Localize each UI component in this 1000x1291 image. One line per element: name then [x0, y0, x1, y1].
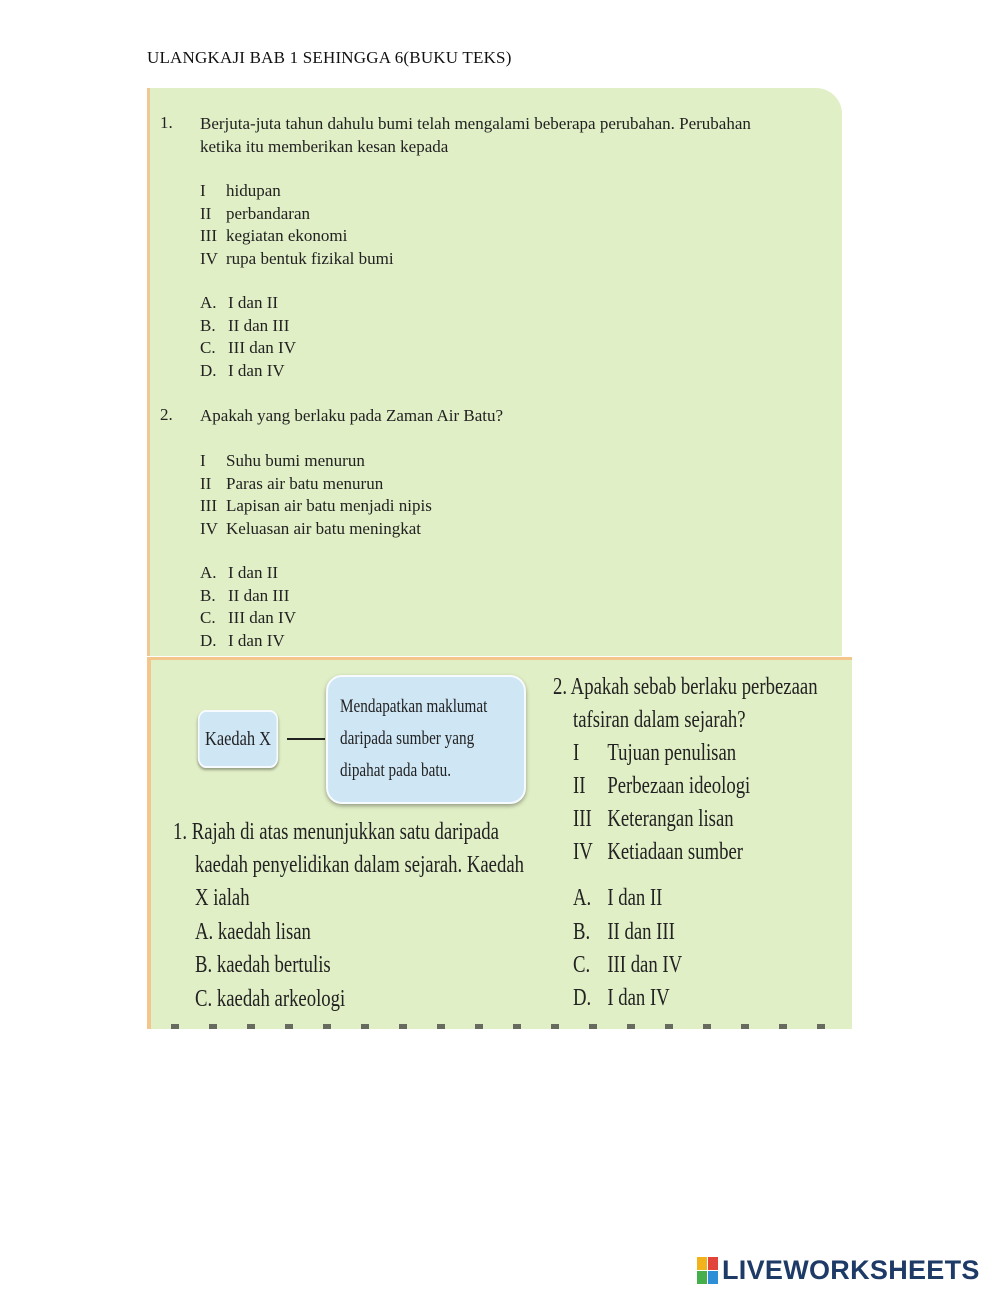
q2-item-1: I Suhu bumi menurun: [200, 451, 365, 470]
q3-option-c[interactable]: C. kaedah arkeologi: [195, 986, 346, 1012]
q1-options: [200, 292, 296, 382]
q4-option-d[interactable]: D. I dan IV: [573, 985, 670, 1011]
q3-stem-line1: 1. Rajah di atas menunjukkan satu daripada: [173, 819, 499, 845]
liveworksheets-logo[interactable]: [697, 1255, 980, 1286]
q1-stem: [200, 113, 751, 158]
q1-item-2: II perbandaran: [200, 203, 311, 223]
q4-option-b[interactable]: B. II dan III: [573, 919, 675, 945]
q2-stem: Apakah yang berlaku pada Zaman Air Batu?: [200, 406, 504, 425]
q3-stem-line3: X ialah: [195, 885, 250, 911]
q2-item-4: IV Keluasan air batu meningkat: [200, 518, 421, 538]
method-description-box: [326, 675, 526, 804]
q3-option-a[interactable]: A. kaedah lisan: [195, 919, 311, 945]
logo-mark-icon: [697, 1257, 719, 1285]
logo-text: LIVEWORKSHEETS: [722, 1255, 980, 1285]
diagram-connector: [287, 738, 325, 740]
desc-line-3: dipahat pada batu.: [340, 760, 452, 781]
q1-items: [200, 180, 394, 270]
q2-option-c[interactable]: C. III dan IV: [200, 608, 296, 627]
q1-stem-line1: Berjuta-juta tahun dahulu bumi telah mengalami beberapa perubahan. Perubahan: [200, 114, 751, 133]
question-panel-1: [147, 88, 842, 656]
q2-option-b[interactable]: B. II dan III: [200, 585, 290, 605]
q4-option-a[interactable]: A. I dan II: [573, 885, 663, 911]
q1-number: 1.: [160, 113, 173, 132]
q2-option-a[interactable]: A. I dan II: [200, 563, 279, 582]
q4-stem-line2: tafsiran dalam sejarah?: [573, 707, 746, 733]
q3-stem-line2: kaedah penyelidikan dalam sejarah. Kaedah: [195, 852, 525, 878]
q2-number: 2.: [160, 405, 173, 424]
method-description: [340, 691, 487, 787]
q2-item-3: III Lapisan air batu menjadi nipis: [200, 496, 432, 515]
q2-items: [200, 450, 432, 540]
q4-item-3: III Keterangan lisan: [573, 806, 734, 832]
desc-line-2: daripada sumber yang: [340, 728, 475, 749]
desc-line-1: Mendapatkan maklumat: [340, 696, 488, 717]
q4-item-2: II Perbezaan ideologi: [573, 773, 751, 799]
q1-item-1: I hidupan: [200, 181, 281, 200]
q1-item-3: III kegiatan ekonomi: [200, 226, 348, 245]
cut-off-text-line: [171, 1024, 852, 1029]
q1-option-a[interactable]: A. I dan II: [200, 293, 279, 312]
page-title: ULANGKAJI BAB 1 SEHINGGA 6(BUKU TEKS): [147, 48, 512, 67]
q1-item-4: IV rupa bentuk fizikal bumi: [200, 248, 394, 268]
q4-stem-line1: 2. Apakah sebab berlaku perbezaan: [553, 674, 818, 700]
q1-stem-line2: ketika itu memberikan kesan kepada: [200, 136, 449, 156]
q2-options: [200, 562, 296, 652]
q1-option-c[interactable]: C. III dan IV: [200, 338, 296, 357]
q1-option-b[interactable]: B. II dan III: [200, 315, 290, 335]
q4-item-4: IV Ketiadaan sumber: [573, 839, 743, 865]
q4-item-1: I Tujuan penulisan: [573, 740, 737, 766]
q3-option-b[interactable]: B. kaedah bertulis: [195, 952, 331, 978]
question-panel-2: [147, 657, 852, 1029]
q4-option-c[interactable]: C. III dan IV: [573, 952, 683, 978]
q2-option-d[interactable]: D. I dan IV: [200, 630, 285, 650]
kaedah-x-box: Kaedah X: [198, 710, 278, 768]
q1-option-d[interactable]: D. I dan IV: [200, 360, 285, 380]
q2-item-2: II Paras air batu menurun: [200, 473, 384, 493]
